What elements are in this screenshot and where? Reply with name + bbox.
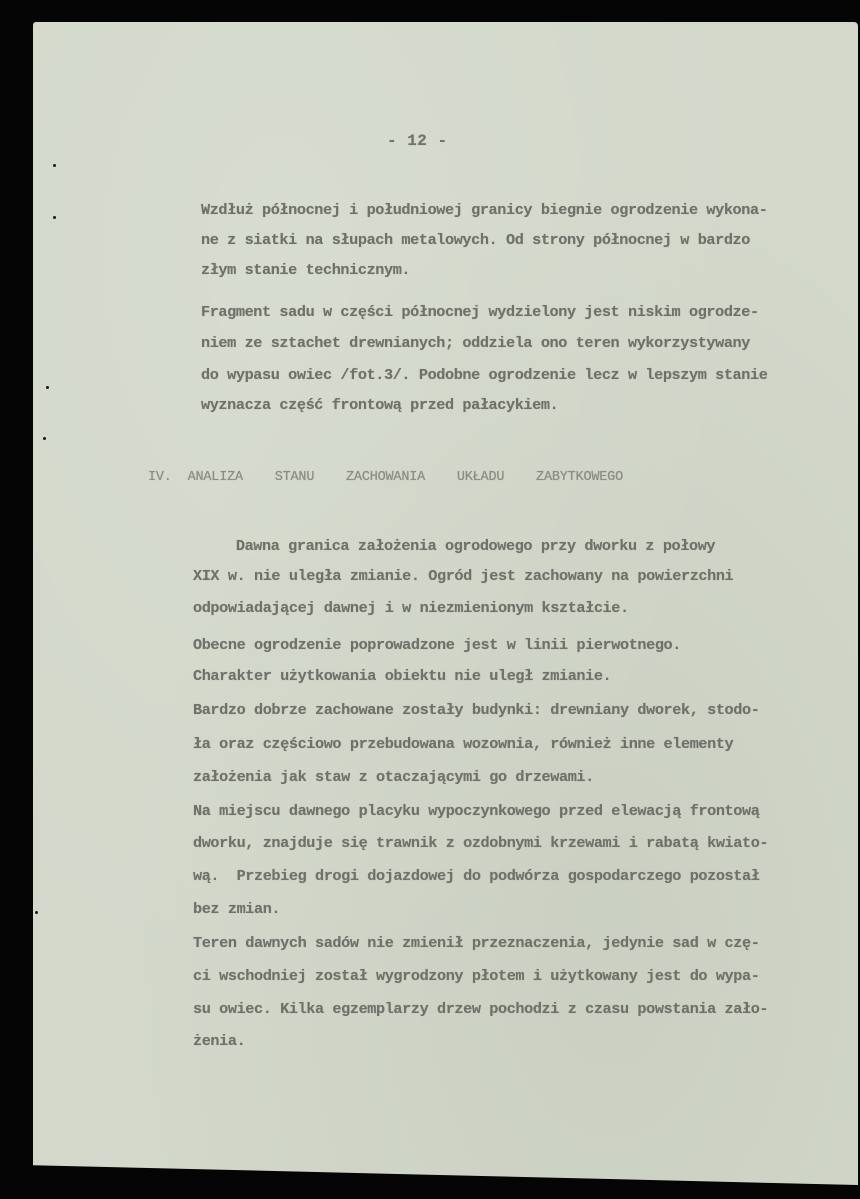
text-line: Fragment sadu w części północnej wydzielony jest niskim ogrodze- xyxy=(201,303,759,321)
text-line: złym stanie technicznym. xyxy=(201,261,411,279)
text-line: Charakter użytkowania obiektu nie uległ zmianie. xyxy=(193,667,612,685)
text-line: Na miejscu dawnego placyku wypoczynkowego przed elewacją frontową xyxy=(193,802,760,820)
text-line: odpowiadającej dawnej i w niezmienionym kształcie. xyxy=(193,599,629,617)
margin-speck xyxy=(43,437,46,440)
text-line: su owiec. Kilka egzemplarzy drzew pochodzi z czasu powstania zało- xyxy=(193,1000,769,1018)
text-line: Teren dawnych sadów nie zmienił przeznaczenia, jedynie sad w czę- xyxy=(193,934,760,952)
text-line: Wzdłuż północnej i południowej granicy biegnie ogrodzenie wykona- xyxy=(201,201,768,219)
section-heading: IV. ANALIZA STANU ZACHOWANIA UKŁADU ZABYTKOWEGO xyxy=(148,470,623,485)
text-line: wą. Przebieg drogi dojazdowej do podwórza gospodarczego pozostał xyxy=(193,867,760,885)
margin-speck xyxy=(53,216,56,219)
text-line: założenia jak staw z otaczającymi go drzewami. xyxy=(193,768,594,786)
text-line: XIX w. nie uległa zmianie. Ogród jest zachowany na powierzchni xyxy=(193,567,734,585)
text-line: dworku, znajduje się trawnik z ozdobnymi krzewami i rabatą kwiato- xyxy=(193,834,769,852)
margin-speck xyxy=(35,911,38,914)
text-line: Dawna granica założenia ogrodowego przy dworku z połowy xyxy=(201,537,716,555)
text-line: ła oraz częściowo przebudowana wozownia, również inne elementy xyxy=(193,735,734,753)
text-line: żenia. xyxy=(193,1032,246,1050)
text-line: niem ze sztachet drewnianych; oddziela ono teren wykorzystywany xyxy=(201,334,750,352)
text-line: Obecne ogrodzenie poprowadzone jest w linii pierwotnego. xyxy=(193,636,681,654)
text-line: Bardzo dobrze zachowane zostały budynki: drewniany dworek, stodo- xyxy=(193,701,760,719)
text-line: bez zmian. xyxy=(193,900,281,918)
text-line: do wypasu owiec /fot.3/. Podobne ogrodzenie lecz w lepszym stanie xyxy=(201,366,768,384)
margin-speck xyxy=(53,164,56,167)
text-line: wyznacza część frontową przed pałacykiem. xyxy=(201,396,559,414)
text-line: ci wschodniej został wygrodzony płotem i użytkowany jest do wypa- xyxy=(193,967,760,985)
text-line: ne z siatki na słupach metalowych. Od strony północnej w bardzo xyxy=(201,231,750,249)
margin-speck xyxy=(46,386,49,389)
page-number: - 12 - xyxy=(387,132,448,150)
